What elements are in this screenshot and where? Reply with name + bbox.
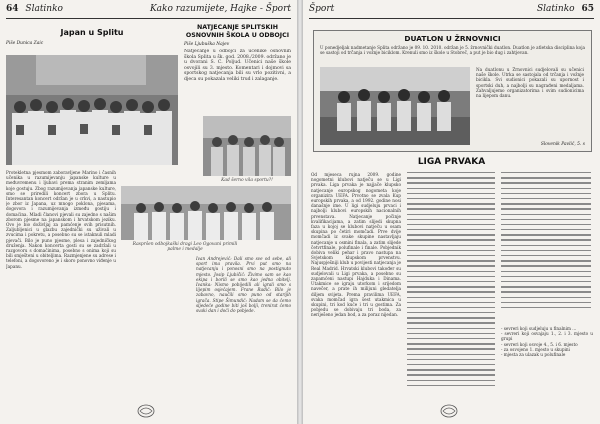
volleyball-quotes: Ivan Andrejević: Dali smo sve od sebe, ali sport ima pravila. Prvi put smo na natjecanju i ponosni smo na postignuto mjesto. Josip Ljubičić: Živimo sam se kao ekipa i borili se smo kao jedna obitelj. Ivanka: Nismo pobijedili ali igrali smo s lijepim osjećajem. Frane Radić: Bilo je zabavno, naučili smo puno od starijih igrača. Stipe Šimundić: Nadam se da ćemo sljedeće godine biti još bolji, trenirat ćemo svaki dan i doći do pobjede.	[196, 256, 291, 314]
article-japan-body: Protekletna pjesmom zaboravljene Marino i časnih učenika u razumijevanju japanske kulture u međuvremenu i ljubavi prema stranim zemljama koje gostuju. Zbog razumijevanja japanske kulture, smo se priredili koncert zbora u Splitu. Interesantan koncert održan je u crkvi, a nastupio je zbor iz Japana, uz mnogo poklona, pjesama, dogovora i razumijevanja između gostiju i domaćina. Mladi članovi pjevali su zajedno s našim zborom pjesme na japanskom i hrvatskom jeziku. Ovo je bio doživljaj za pamćenje svih prisutnih. Zaljubljenici u glazbu zajednički su uživali u zvucima i pokretu, a posebno su se istaknuli mladi pjevači. Bilo je puno pjesme, plesa i zajedničkog druženja. Nakon koncerta gosti su se zadržali u razgovoru s domaćinima, posebno s onima koji su bili smješteni u obiteljima. Razmjenjene su adrese i telefoni, a dogovoreno je i skoro ponovno viđenje u Japanu.	[6, 170, 116, 269]
right-header-title: Slatinko	[537, 4, 575, 14]
article-champions-column-3	[501, 172, 591, 312]
right-page-number: 65	[581, 4, 594, 14]
article-japan	[6, 24, 178, 54]
article-duathlon	[313, 30, 592, 152]
article-duathlon-title: DUATLON U ŽRNOVNICI	[404, 34, 501, 43]
left-header-section: Kako razumijete, Hajke - Šport	[149, 4, 291, 14]
left-header-rule	[6, 18, 291, 19]
article-champions-title: LIGA PRVAKA	[417, 157, 486, 167]
list-item: - sevreri koji osvajaju 1., 2. i 3. mjesto u grupi	[501, 331, 593, 342]
article-volleyball-body: Natjecanje u odbojci za učenike osnovnih škola Splita u šk. god. 2008./2009. održano je u dvorani S. C. Poljud. Učenici naše škole osvojili su 3. mjesto. Komentari i dojmovi sa sportskog natjecanja bili su vrlo pozitivni, a djeca su pokazala veliki trud i zalaganje.	[184, 49, 291, 82]
article-japan-author: Piše Dunica Zaic	[6, 41, 44, 46]
article-volleyball-author: Piše Ljubuška Najev	[184, 42, 230, 47]
ornament-icon	[137, 404, 155, 418]
article-champions-column-2	[407, 172, 495, 390]
left-header-title: Slatinko	[25, 4, 63, 14]
list-item: - sevreri koji osvoje 4., 5. i 6. mjesto	[501, 341, 578, 347]
left-page	[0, 0, 297, 424]
left-page-footer	[6, 404, 291, 420]
volleyball-team-caption: Kad šerno vila sportu?!	[221, 178, 273, 183]
article-volleyball-title: NATJECANJE SPLITSKIH OSNOVNIH ŠKOLA U ODBOJCI	[185, 24, 290, 39]
article-volleyball	[184, 24, 291, 101]
list-item: - sevreri koji sudjeluju u finalnim ...	[501, 326, 577, 331]
list-item: - za osvojeno 1. mjesto u skupini	[501, 346, 570, 352]
choir-photo	[6, 55, 178, 165]
article-champions-body: Od mjeseca rujna 2009. godine nogometni klubovi natječu se u Ligi prvaka. Liga prvaka je najjače klupsko natjecanje europskog nogometa koje organizira UEFA. Prvotno se zvala Kup europskih prvaka, a od 1992. godine nosi današnje ime. U ligi sudjeluju prvaci i najbolji klubovi europskih nacionalnih prvenstava. Natjecanje počinje kvalifikacijama, a zatim slijedi skupna faza u kojoj se klubovi natječu u osam skupina po četiri momčadi. Prve dvije momčadi iz svake skupine nastavljaju natjecanje u osmini finala, a zatim slijede četvrtfinale, polufinale i finale. Pobjednik dobiva veliki pehar i pravo nastupa na Svjetskom klupskom prvenstvu. Najuspješniji klub u povijesti natjecanja je Real Madrid. Hrvatski klubovi također su sudjelovali u Ligi prvaka, a posebno su zapamćeni nastupi Hajduka i Dinama. Utakmice se igraju utorkom i srijedom navečer, a prate ih milijuni gledatelja diljem svijeta. Prema pravilima UEFA, svaka momčad igra šest utakmica u skupini, tri kod kuće i tri u gostima. Za pobjedu se dobivaju tri boda, za neriješeno jedan bod, a za poraz nijedan.	[311, 172, 401, 318]
article-duathlon-body: Na duatlonu u Žrnovnici sudjelovali su učenici naše škole. Utrka se sastojala od trčanja i vožnje bicikla. Svi sudionici pokazali su upornost i sportski duh, a najbolji su nagrađeni medaljama. Zahvaljujemo organizatorima i svim sudionicima na lijepom danu.	[476, 67, 584, 99]
left-page-header	[6, 4, 63, 22]
right-page-header	[537, 4, 594, 22]
article-duathlon-intro: U ponedjeljak nadmetanje Splita održano je 09. 10. 2010. održan je 5. žrnovnički duatlon. Duatlon je atletska disciplina koja se sastoji od trčanja i vožnje biciklom. Krenuli smo iz škole u Stobreč, a put je bio dug i zahtjevan.	[320, 45, 585, 56]
volleyball-medals-caption: Raspršen odbojkaški dragi Leo Ogovani primili palme i medalje	[132, 242, 238, 252]
right-header-section: Šport	[309, 4, 335, 14]
article-japan-title: Japan u Splitu	[60, 28, 124, 37]
left-page-number: 64	[6, 4, 19, 14]
right-page	[303, 0, 600, 424]
right-header-rule	[309, 18, 594, 19]
duathlon-photo	[320, 67, 470, 145]
right-page-footer	[309, 404, 594, 420]
list-item: - mjesta za ulazak u polufinale	[501, 352, 566, 358]
ornament-icon	[440, 404, 458, 418]
volleyball-team-photo	[203, 116, 291, 176]
champions-points-list	[501, 326, 593, 357]
article-duathlon-author: Slovenik Pavlić, 5. s	[540, 142, 585, 147]
volleyball-medals-photo	[121, 186, 291, 240]
